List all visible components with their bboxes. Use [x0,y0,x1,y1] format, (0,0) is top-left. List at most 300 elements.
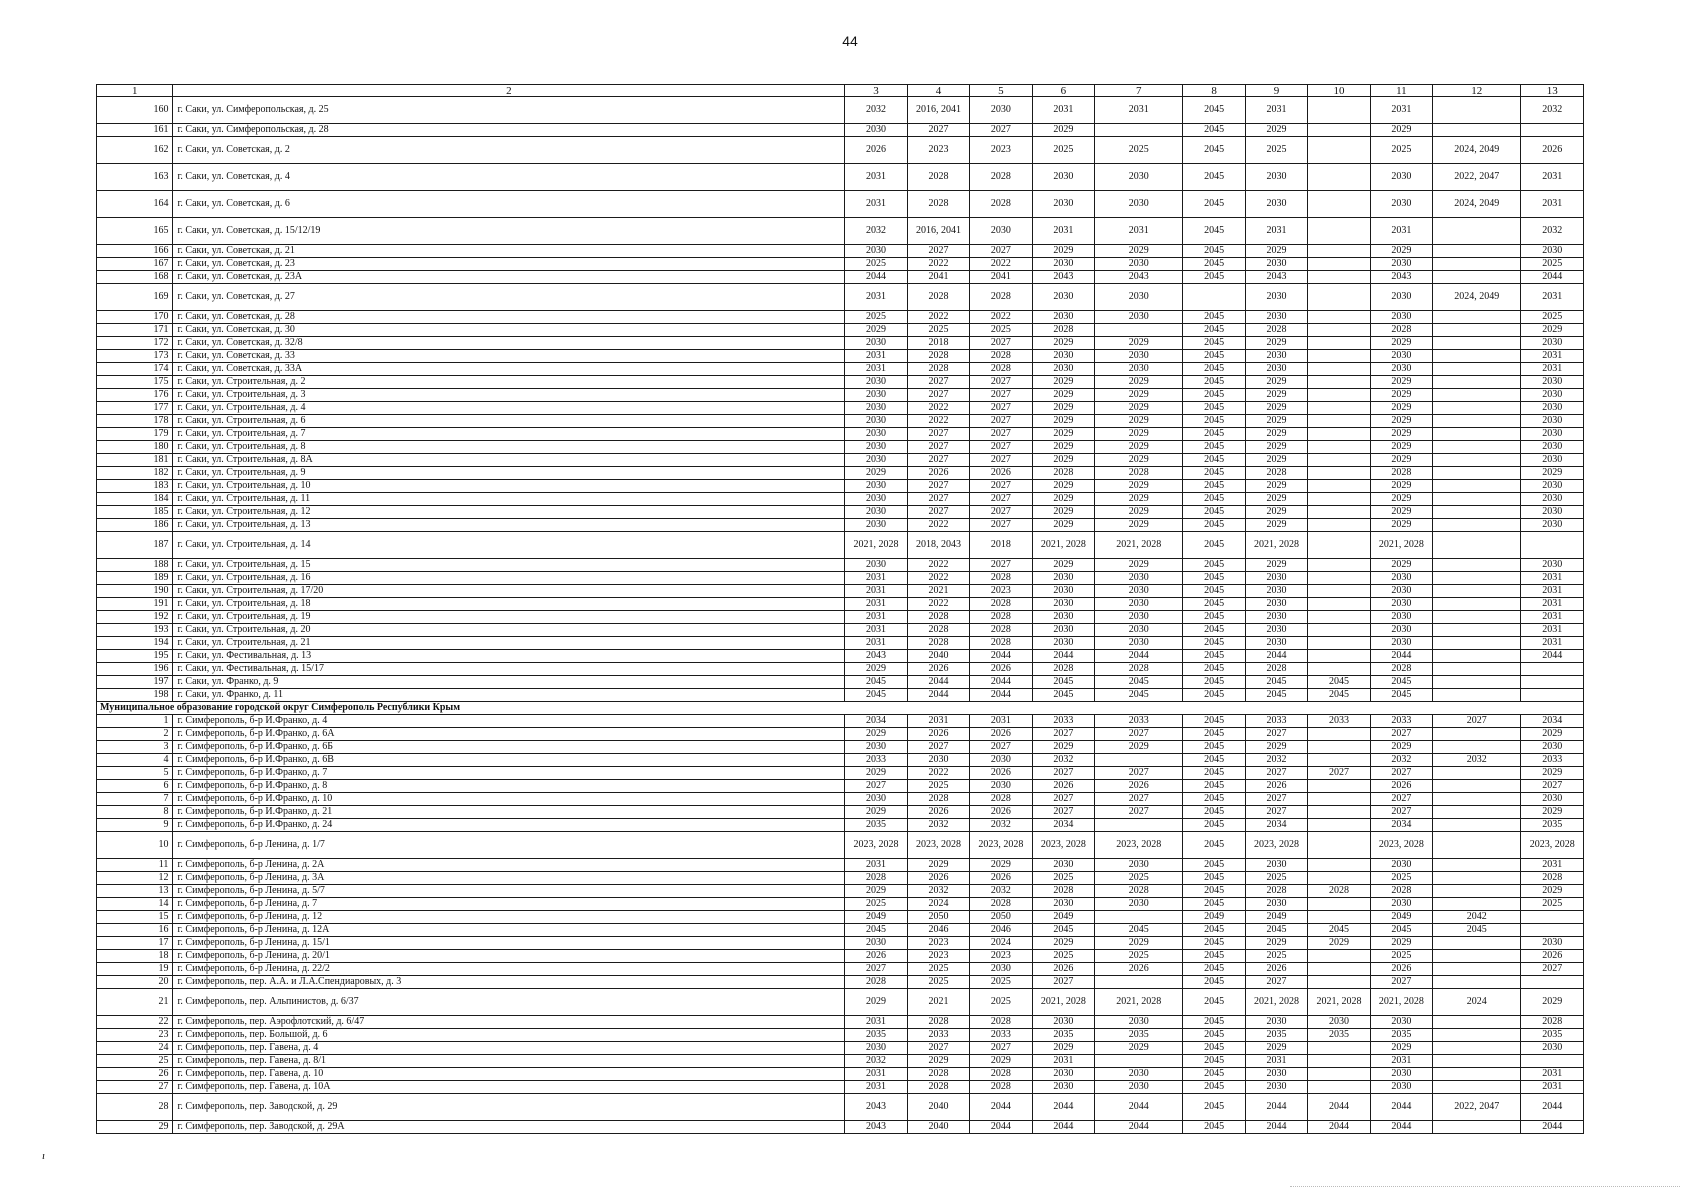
year-cell: 2026 [970,872,1032,885]
year-cell [1308,754,1370,767]
year-cell: 2030 [1370,1016,1432,1029]
year-cell: 2016, 2041 [907,218,969,245]
year-cell: 2030 [1521,559,1584,572]
address-cell: г. Симферополь, пер. А.А. и Л.А.Спендиаровых, д. 3 [173,976,845,989]
year-cell: 2044 [970,650,1032,663]
year-cell: 2030 [1521,741,1584,754]
year-cell: 2044 [970,1094,1032,1121]
year-cell: 2027 [970,480,1032,493]
year-cell: 2029 [1095,245,1183,258]
table-row [97,1068,1584,1081]
year-cell: 2045 [1308,689,1370,702]
year-cell: 2030 [1521,337,1584,350]
year-cell: 2030 [845,454,907,467]
year-cell: 2030 [1095,1068,1183,1081]
row-number-cell: 3 [97,741,173,754]
address-cell: г. Симферополь, б-р Ленина, д. 12 [173,911,845,924]
year-cell: 2032 [970,819,1032,832]
section-row [97,702,1584,715]
year-cell: 2027 [1095,767,1183,780]
year-cell [1433,467,1521,480]
year-cell: 2029 [1032,415,1094,428]
year-cell [1521,924,1584,937]
year-cell: 2028 [970,350,1032,363]
table-row [97,137,1584,164]
year-cell [1521,1055,1584,1068]
year-cell: 2030 [1370,164,1432,191]
column-header: 10 [1308,85,1370,97]
year-cell: 2021, 2028 [1370,989,1432,1016]
row-number-cell: 180 [97,441,173,454]
year-cell: 2032 [970,885,1032,898]
year-cell: 2025 [845,258,907,271]
year-cell: 2028 [970,611,1032,624]
year-cell [1433,598,1521,611]
year-cell: 2029 [1370,428,1432,441]
table-row [97,989,1584,1016]
year-cell [1308,611,1370,624]
year-cell: 2026 [1370,963,1432,976]
year-cell [1433,650,1521,663]
year-cell: 2030 [845,741,907,754]
year-cell [1433,689,1521,702]
year-cell: 2030 [1032,572,1094,585]
year-cell: 2044 [1308,1094,1370,1121]
year-cell: 2030 [1245,191,1307,218]
address-cell: г. Симферополь, б-р Ленина, д. 1/7 [173,832,845,859]
address-cell: г. Саки, ул. Советская, д. 32/8 [173,337,845,350]
row-number-cell: 29 [97,1121,173,1134]
year-cell: 2023 [970,585,1032,598]
year-cell: 2031 [1521,164,1584,191]
year-cell: 2029 [1370,480,1432,493]
year-cell: 2026 [907,663,969,676]
address-cell: г. Саки, ул. Симферопольская, д. 28 [173,124,845,137]
year-cell [1308,389,1370,402]
table-row [97,754,1584,767]
address-cell: г. Саки, ул. Строительная, д. 6 [173,415,845,428]
year-cell: 2029 [1370,506,1432,519]
year-cell: 2030 [1370,1081,1432,1094]
year-cell: 2031 [1095,218,1183,245]
year-cell: 2031 [1245,1055,1307,1068]
year-cell: 2030 [845,402,907,415]
year-cell: 2045 [1245,924,1307,937]
year-cell [1308,376,1370,389]
address-cell: г. Симферополь, пер. Гавена, д. 10 [173,1068,845,1081]
year-cell: 2026 [845,950,907,963]
table-row [97,454,1584,467]
table-row [97,1042,1584,1055]
year-cell [1433,793,1521,806]
year-cell: 2044 [845,271,907,284]
year-cell: 2033 [1521,754,1584,767]
year-cell: 2027 [970,376,1032,389]
year-cell: 2022 [907,258,969,271]
year-cell: 2022, 2047 [1433,1094,1521,1121]
year-cell: 2030 [1245,258,1307,271]
year-cell: 2029 [1370,402,1432,415]
year-cell [1433,245,1521,258]
year-cell: 2046 [970,924,1032,937]
year-cell: 2045 [1183,767,1245,780]
year-cell: 2034 [1032,819,1094,832]
year-cell: 2028 [1245,663,1307,676]
row-number-cell: 24 [97,1042,173,1055]
year-cell: 2022, 2047 [1433,164,1521,191]
year-cell: 2021 [907,585,969,598]
address-cell: г. Саки, ул. Советская, д. 28 [173,311,845,324]
year-cell: 2045 [1183,1081,1245,1094]
year-cell: 2045 [1183,164,1245,191]
address-cell: г. Саки, ул. Строительная, д. 17/20 [173,585,845,598]
row-number-cell: 198 [97,689,173,702]
row-number-cell: 177 [97,402,173,415]
year-cell: 2029 [1245,1042,1307,1055]
year-cell: 2030 [1521,415,1584,428]
year-cell: 2044 [970,1121,1032,1134]
year-cell: 2028 [1095,663,1183,676]
year-cell: 2045 [1183,976,1245,989]
year-cell: 2029 [845,885,907,898]
row-number-cell: 160 [97,97,173,124]
year-cell [1308,245,1370,258]
year-cell [1308,415,1370,428]
table-row [97,245,1584,258]
year-cell: 2045 [1183,624,1245,637]
year-cell [1095,976,1183,989]
year-cell: 2025 [845,311,907,324]
year-cell: 2021, 2028 [1308,989,1370,1016]
address-cell: г. Саки, ул. Строительная, д. 12 [173,506,845,519]
year-cell: 2021, 2028 [1245,532,1307,559]
year-cell [1433,963,1521,976]
year-cell: 2022 [970,258,1032,271]
year-cell: 2028 [1245,467,1307,480]
year-cell: 2027 [970,1042,1032,1055]
year-cell: 2027 [907,1042,969,1055]
year-cell [1433,258,1521,271]
year-cell: 2045 [1183,350,1245,363]
year-cell: 2045 [1183,415,1245,428]
year-cell: 2044 [970,689,1032,702]
year-cell: 2029 [1245,741,1307,754]
table-row [97,1029,1584,1042]
year-cell: 2028 [970,598,1032,611]
row-number-cell: 14 [97,898,173,911]
year-cell: 2045 [1183,650,1245,663]
year-cell [1521,124,1584,137]
table-row [97,572,1584,585]
year-cell: 2044 [1308,1121,1370,1134]
row-number-cell: 190 [97,585,173,598]
row-number-cell: 189 [97,572,173,585]
year-cell: 2029 [907,859,969,872]
margin-mark: ı [42,1150,46,1162]
year-cell: 2044 [1095,1121,1183,1134]
address-cell: г. Саки, ул. Советская, д. 23А [173,271,845,284]
year-cell [1433,976,1521,989]
year-cell: 2031 [1521,598,1584,611]
year-cell: 2024, 2049 [1433,191,1521,218]
address-cell: г. Саки, ул. Строительная, д. 14 [173,532,845,559]
year-cell: 2030 [1095,624,1183,637]
year-cell: 2031 [1032,1055,1094,1068]
year-cell: 2045 [1183,324,1245,337]
year-cell: 2030 [1521,1042,1584,1055]
year-cell: 2029 [1095,937,1183,950]
year-cell: 2029 [1370,376,1432,389]
year-cell: 2030 [1245,311,1307,324]
table-row [97,676,1584,689]
year-cell: 2042 [1433,911,1521,924]
year-cell: 2045 [1183,598,1245,611]
year-cell: 2031 [845,572,907,585]
year-cell: 2029 [1370,493,1432,506]
year-cell: 2025 [1521,258,1584,271]
year-cell: 2045 [845,689,907,702]
year-cell: 2029 [1245,937,1307,950]
year-cell: 2025 [1032,137,1094,164]
year-cell [1433,1042,1521,1055]
year-cell: 2029 [1370,519,1432,532]
year-cell: 2028 [970,1068,1032,1081]
row-number-cell: 12 [97,872,173,885]
year-cell: 2023, 2028 [1095,832,1183,859]
year-cell: 2029 [1370,937,1432,950]
table-row [97,963,1584,976]
address-cell: г. Симферополь, б-р Ленина, д. 20/1 [173,950,845,963]
year-cell: 2030 [907,754,969,767]
year-cell: 2028 [845,976,907,989]
year-cell: 2021, 2028 [1095,532,1183,559]
address-cell: г. Саки, ул. Советская, д. 6 [173,191,845,218]
year-cell [1308,363,1370,376]
year-cell [1308,191,1370,218]
year-cell: 2028 [1521,872,1584,885]
year-cell: 2029 [1032,337,1094,350]
year-cell: 2026 [1245,780,1307,793]
year-cell [1433,428,1521,441]
address-cell: г. Симферополь, пер. Большой, д. 6 [173,1029,845,1042]
year-cell: 2034 [1245,819,1307,832]
table-row [97,885,1584,898]
year-cell [1308,976,1370,989]
year-cell: 2045 [1183,191,1245,218]
year-cell: 2030 [1095,611,1183,624]
year-cell [1308,441,1370,454]
year-cell: 2022 [907,559,969,572]
row-number-cell: 5 [97,767,173,780]
year-cell [1433,950,1521,963]
year-cell: 2030 [1245,1016,1307,1029]
year-cell: 2030 [1245,898,1307,911]
year-cell: 2030 [1095,572,1183,585]
year-cell: 2016, 2041 [907,97,969,124]
year-cell: 2025 [1245,872,1307,885]
address-cell: г. Симферополь, б-р Ленина, д. 22/2 [173,963,845,976]
address-cell: г. Саки, ул. Строительная, д. 2 [173,376,845,389]
year-cell: 2025 [1370,872,1432,885]
year-cell: 2030 [1245,1068,1307,1081]
year-cell [1433,728,1521,741]
year-cell: 2029 [1032,559,1094,572]
year-cell: 2029 [1032,741,1094,754]
year-cell: 2027 [970,493,1032,506]
year-cell: 2031 [1521,859,1584,872]
year-cell: 2032 [1433,754,1521,767]
year-cell [1433,218,1521,245]
year-cell: 2025 [1245,137,1307,164]
year-cell: 2045 [1370,689,1432,702]
year-cell: 2028 [907,611,969,624]
year-cell: 2044 [1521,1121,1584,1134]
year-cell: 2050 [970,911,1032,924]
year-cell: 2023, 2028 [1370,832,1432,859]
address-cell: г. Саки, ул. Строительная, д. 4 [173,402,845,415]
year-cell: 2029 [1308,937,1370,950]
year-cell: 2030 [845,493,907,506]
year-cell: 2045 [1183,506,1245,519]
table-row [97,1055,1584,1068]
year-cell: 2045 [1183,924,1245,937]
year-cell: 2030 [845,428,907,441]
year-cell: 2030 [1370,637,1432,650]
year-cell: 2027 [1370,806,1432,819]
table-row [97,585,1584,598]
year-cell: 2023 [907,937,969,950]
row-number-cell: 27 [97,1081,173,1094]
table-row [97,1094,1584,1121]
year-cell: 2025 [1095,950,1183,963]
year-cell: 2028 [907,284,969,311]
year-cell: 2025 [1370,950,1432,963]
year-cell: 2043 [1370,271,1432,284]
table-row [97,271,1584,284]
year-cell: 2044 [907,689,969,702]
year-cell: 2049 [1183,911,1245,924]
year-cell: 2030 [1245,1081,1307,1094]
table-row [97,506,1584,519]
year-cell: 2031 [1521,624,1584,637]
year-cell: 2035 [1095,1029,1183,1042]
year-cell: 2033 [1032,715,1094,728]
year-cell: 2025 [845,898,907,911]
year-cell: 2028 [970,284,1032,311]
year-cell: 2028 [970,1016,1032,1029]
year-cell: 2045 [1183,572,1245,585]
year-cell: 2033 [1245,715,1307,728]
year-cell: 2027 [1095,806,1183,819]
address-cell: г. Саки, ул. Строительная, д. 21 [173,637,845,650]
row-number-cell: 4 [97,754,173,767]
year-cell: 2045 [845,924,907,937]
address-cell: г. Саки, ул. Строительная, д. 7 [173,428,845,441]
address-cell: г. Симферополь, б-р И.Франко, д. 10 [173,793,845,806]
year-cell: 2045 [1308,924,1370,937]
year-cell: 2030 [1245,637,1307,650]
year-cell: 2031 [845,350,907,363]
year-cell [1433,480,1521,493]
year-cell: 2031 [845,611,907,624]
year-cell: 2022 [907,519,969,532]
year-cell: 2030 [1032,191,1094,218]
year-cell: 2030 [845,937,907,950]
year-cell: 2027 [970,402,1032,415]
year-cell: 2028 [907,191,969,218]
year-cell [1095,819,1183,832]
address-cell: г. Саки, ул. Строительная, д. 10 [173,480,845,493]
year-cell: 2028 [1245,885,1307,898]
year-cell [1433,415,1521,428]
year-cell: 2027 [1521,780,1584,793]
year-cell: 2032 [845,218,907,245]
year-cell: 2030 [1521,389,1584,402]
address-cell: г. Симферополь, б-р И.Франко, д. 6А [173,728,845,741]
year-cell [1308,337,1370,350]
year-cell: 2029 [845,767,907,780]
row-number-cell: 195 [97,650,173,663]
year-cell: 2023, 2028 [845,832,907,859]
year-cell: 2027 [1245,806,1307,819]
year-cell: 2029 [1032,493,1094,506]
year-cell: 2030 [1245,363,1307,376]
year-cell: 2030 [1032,624,1094,637]
year-cell: 2026 [1032,780,1094,793]
year-cell: 2029 [1521,467,1584,480]
year-cell: 2029 [1032,402,1094,415]
year-cell: 2045 [1183,859,1245,872]
row-number-cell: 15 [97,911,173,924]
table-row [97,1121,1584,1134]
year-cell [1308,506,1370,519]
year-cell: 2025 [1370,137,1432,164]
year-cell [1433,324,1521,337]
year-cell: 2026 [970,728,1032,741]
table-row [97,715,1584,728]
year-cell: 2030 [1370,258,1432,271]
column-header: 5 [970,85,1032,97]
year-cell: 2029 [1370,245,1432,258]
year-cell: 2025 [1245,950,1307,963]
year-cell: 2044 [1370,650,1432,663]
year-cell: 2032 [907,885,969,898]
year-cell: 2040 [907,1121,969,1134]
year-cell: 2028 [1370,663,1432,676]
year-cell: 2027 [1032,793,1094,806]
row-number-cell: 175 [97,376,173,389]
year-cell: 2027 [970,428,1032,441]
year-cell: 2028 [970,191,1032,218]
year-cell: 2027 [970,506,1032,519]
column-header: 11 [1370,85,1432,97]
year-cell: 2021, 2028 [1032,532,1094,559]
table-row [97,363,1584,376]
year-cell: 2030 [1032,164,1094,191]
row-number-cell: 25 [97,1055,173,1068]
year-cell: 2022 [907,415,969,428]
year-cell: 2034 [1370,819,1432,832]
year-cell [1308,793,1370,806]
year-cell: 2030 [1032,1081,1094,1094]
year-cell [1433,389,1521,402]
year-cell: 2029 [1032,389,1094,402]
year-cell [1433,780,1521,793]
year-cell: 2045 [1183,1016,1245,1029]
address-cell: г. Симферополь, б-р И.Франко, д. 6В [173,754,845,767]
column-header: 3 [845,85,907,97]
year-cell: 2030 [845,376,907,389]
